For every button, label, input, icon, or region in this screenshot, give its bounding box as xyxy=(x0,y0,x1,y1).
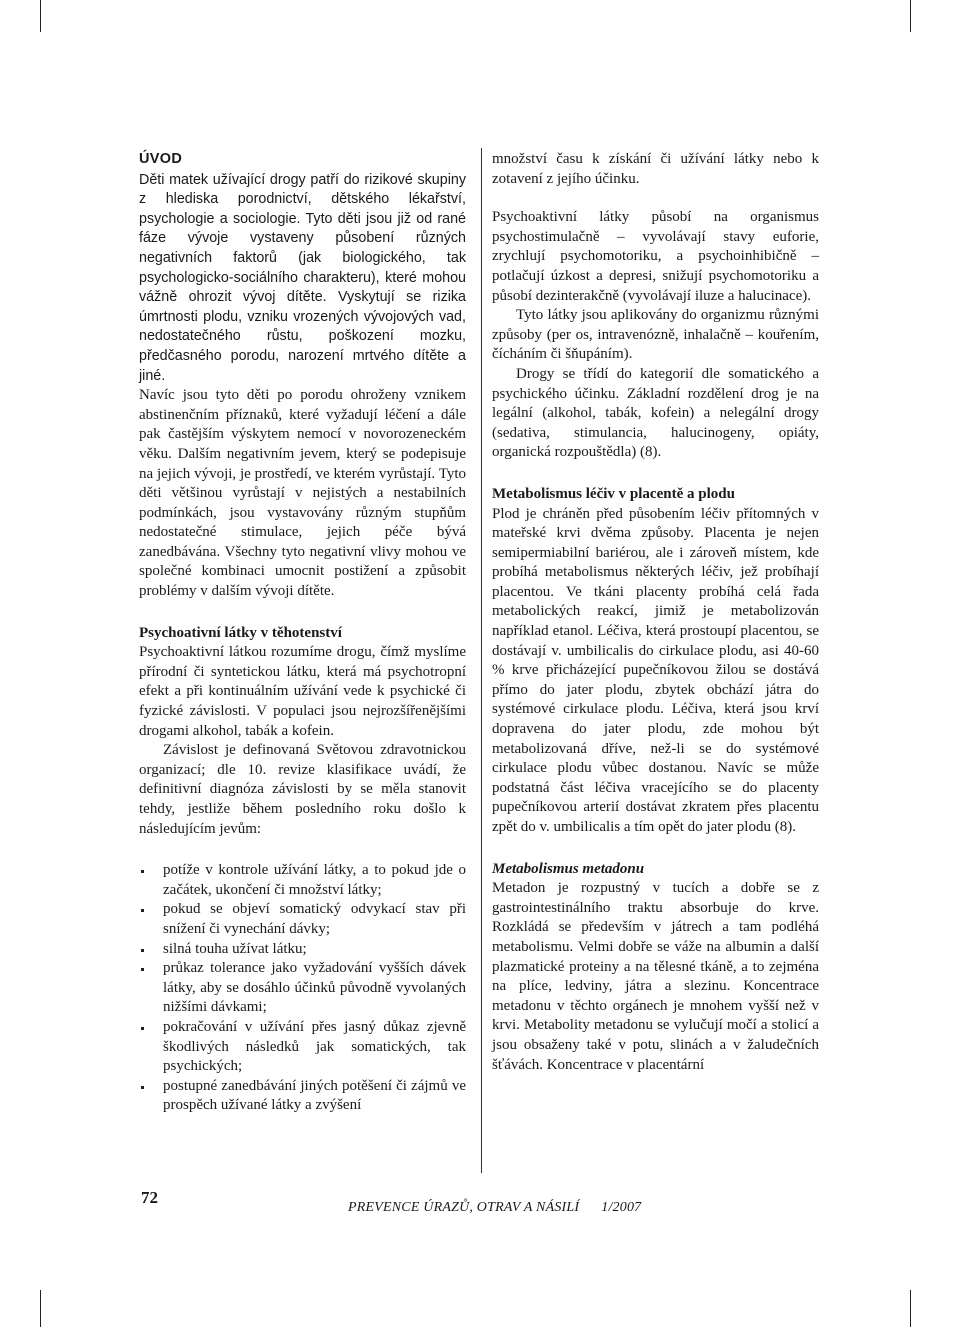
issue-number: 1/2007 xyxy=(601,1200,642,1215)
intro-paragraph-sans: Děti matek užívající drogy patří do rizikové skupiny z hlediska porodnictví, dětského lékařství, psychologie a sociologie. Tyto děti jsou již od rané fáze vývoje vystaveny působení různých negativních faktorů (jak biologického, tak psychologicko-sociálního charakteru), které mohou vážně ohrozit vývoj dítěte. Vyskytují se rizika úmrtnosti plodu, vzniku vrozených vývojových vad, nedostatečného růstu, poškození mozku, předčasného porodu, narození mrtvého dítěte a jiné. xyxy=(139,171,466,384)
column-divider xyxy=(481,148,482,1173)
list-item: průkaz tolerance jako vyžadování vyšších dávek látky, aby se dosáhlo účinků původně vyvolaných nižšími dávkami; xyxy=(139,959,466,1018)
psychoactive-heading: Psychoativní látky v těhotenství xyxy=(139,624,342,641)
intro-heading: ÚVOD xyxy=(139,151,183,167)
continuation-paragraph: množství času k získání či užívání látky nebo k zotavení z jejího účinku. xyxy=(492,151,819,187)
list-item: silná touha užívat látku; xyxy=(139,940,466,960)
application-paragraph: Tyto látky jsou aplikovány do organizmu různými způsoby (per os, intravenózně, inhalačně – kouřením, čícháním či šňupáním). xyxy=(492,307,819,363)
left-column xyxy=(139,150,466,1116)
psychoactive-paragraph-2: Závislost je definovaná Světovou zdravotnickou organizací; dle 10. revize klasifikace uvádí, že definitivní diagnóza závislosti by se měla stanovit tehdy, jestliže během posledního roku došlo k následujícím jevům: xyxy=(139,742,466,837)
placenta-paragraph: Plod je chráněn před působením léčiv přítomných v mateřské krvi dvěma způsoby. Placenta je nejen semipermiabilní bariérou, ale i zároveň místem, kde probíhá metabolismus některých léčiv, jež probíhají placentou. Ve tkáni placenty probíhá celá řada metabolických reakcí, jimiž je metabolizován například etanol. Léčiva, která prostoupí placentou, se dostávají v. umbilicalis do cirkulace plodu, asi 40-60 % krve přicházející pupečníkovou žilou se dostává přímo do jater plodu, zbytek obchází játra do systémové cirkulace plodu. Léčiva, která jsou krví dopravena do jater plodu, zde mohou být metabolizovaná dříve, než-li se do systémové cirkulace plodu vůbec dostanou. Navíc se může podstatná část léčiva vracejícího se do placenty pupečníkovou arterií dostávat zkratem přes placentu zpět do v. umbilicalis a tím opět do jater plodu (8). xyxy=(492,505,819,835)
right-column xyxy=(492,150,819,1075)
list-item: potíže v kontrole užívání látky, a to pokud jde o začátek, ukončení či množství látky; xyxy=(139,861,466,900)
metadone-paragraph: Metadon je rozpustný v tucích a dobře se z gastrointestinálního traktu absorbuje do krve. Rozkládá se především v játrech a tam podléhá metabolismu. Velmi dobře se váže na albumin a další plazmatické proteiny a na tělesné tkáně, a to zejména na plíce, ledviny, játra a slezinu. Koncentrace metadonu v těchto orgánech je mnohem vyšší než v krvi. Metabolity metadonu se vylučují močí a stolicí a jsou obsaženy také v potu, slinách a v žaludečních šťávách. Koncentrace v placentární xyxy=(492,880,819,1073)
crop-mark-bottom-left xyxy=(40,1290,41,1327)
journal-title: PREVENCE ÚRAZŮ, OTRAV A NÁSILÍ xyxy=(348,1200,580,1215)
page-number: 72 xyxy=(141,1188,158,1207)
crop-mark-top-right xyxy=(910,0,911,32)
placenta-heading: Metabolismus léčiv v placentě a plodu xyxy=(492,485,735,502)
effects-paragraph: Psychoaktivní látky působí na organismus psychostimulačně – vyvolávají stavy euforie, zrychlují psychomotoriku, a psychoinhibičně – potlačují úzkost a depresi, snižují psychomotoriku a působí dezinterakčně (vyvolávají iluze a halucinace). xyxy=(492,209,819,304)
list-item: postupné zanedbávání jiných potěšení či zájmů ve prospěch užívané látky a zvýšení xyxy=(139,1077,466,1116)
running-footer xyxy=(348,1200,641,1216)
crop-mark-bottom-right xyxy=(910,1290,911,1327)
psychoactive-paragraph-1: Psychoaktivní látkou rozumíme drogu, čímž myslíme přírodní či syntetickou látku, která má psychotropní efekt a při kontinuálním užívání vede k psychické či fyzické závislosti. V populaci jsou nejrozšířenějšími drogami alkohol, tabák a kofein. xyxy=(139,644,466,739)
crop-mark-top-left xyxy=(40,0,41,32)
categories-paragraph: Drogy se třídí do kategorií dle somatického a psychického účinku. Základní rozdělení drog je na legální (alkohol, tabák, kofein) a nelegální drogy (sedativa, stimulancia, halucinogeny, opiáty, organická rozpouštědla) (8). xyxy=(492,365,819,461)
intro-paragraph-serif: Navíc jsou tyto děti po porodu ohroženy vznikem abstinenčním příznaků, které vyžadují léčení a dále pak častějším výskytem nemocí v novorozeneckém věku. Dalším negativním jevem, který se podepisuje na jejich vývoji, je prostředí, ve kterém vyrůstají. Tyto děti většinou vyrůstají v nejistých a nestabilních podmínkách, jsou vystavovány různým stupňům nedostatečné stimulace, jejich péče bývá zanedbávána. Všechny tyto negativní vlivy mohou ve společné kombinaci umocnit postižení a způsobit problémy v dalším vývoji dítěte. xyxy=(139,387,466,600)
metadone-heading: Metabolismus metadonu xyxy=(492,860,645,877)
list-item: pokračování v užívání přes jasný důkaz zjevně škodlivých následků jak somatických, tak psychických; xyxy=(139,1018,466,1077)
list-item: pokud se objeví somatický odvykací stav při snížení či vynechání dávky; xyxy=(139,900,466,939)
dependence-criteria-list xyxy=(139,861,466,1116)
